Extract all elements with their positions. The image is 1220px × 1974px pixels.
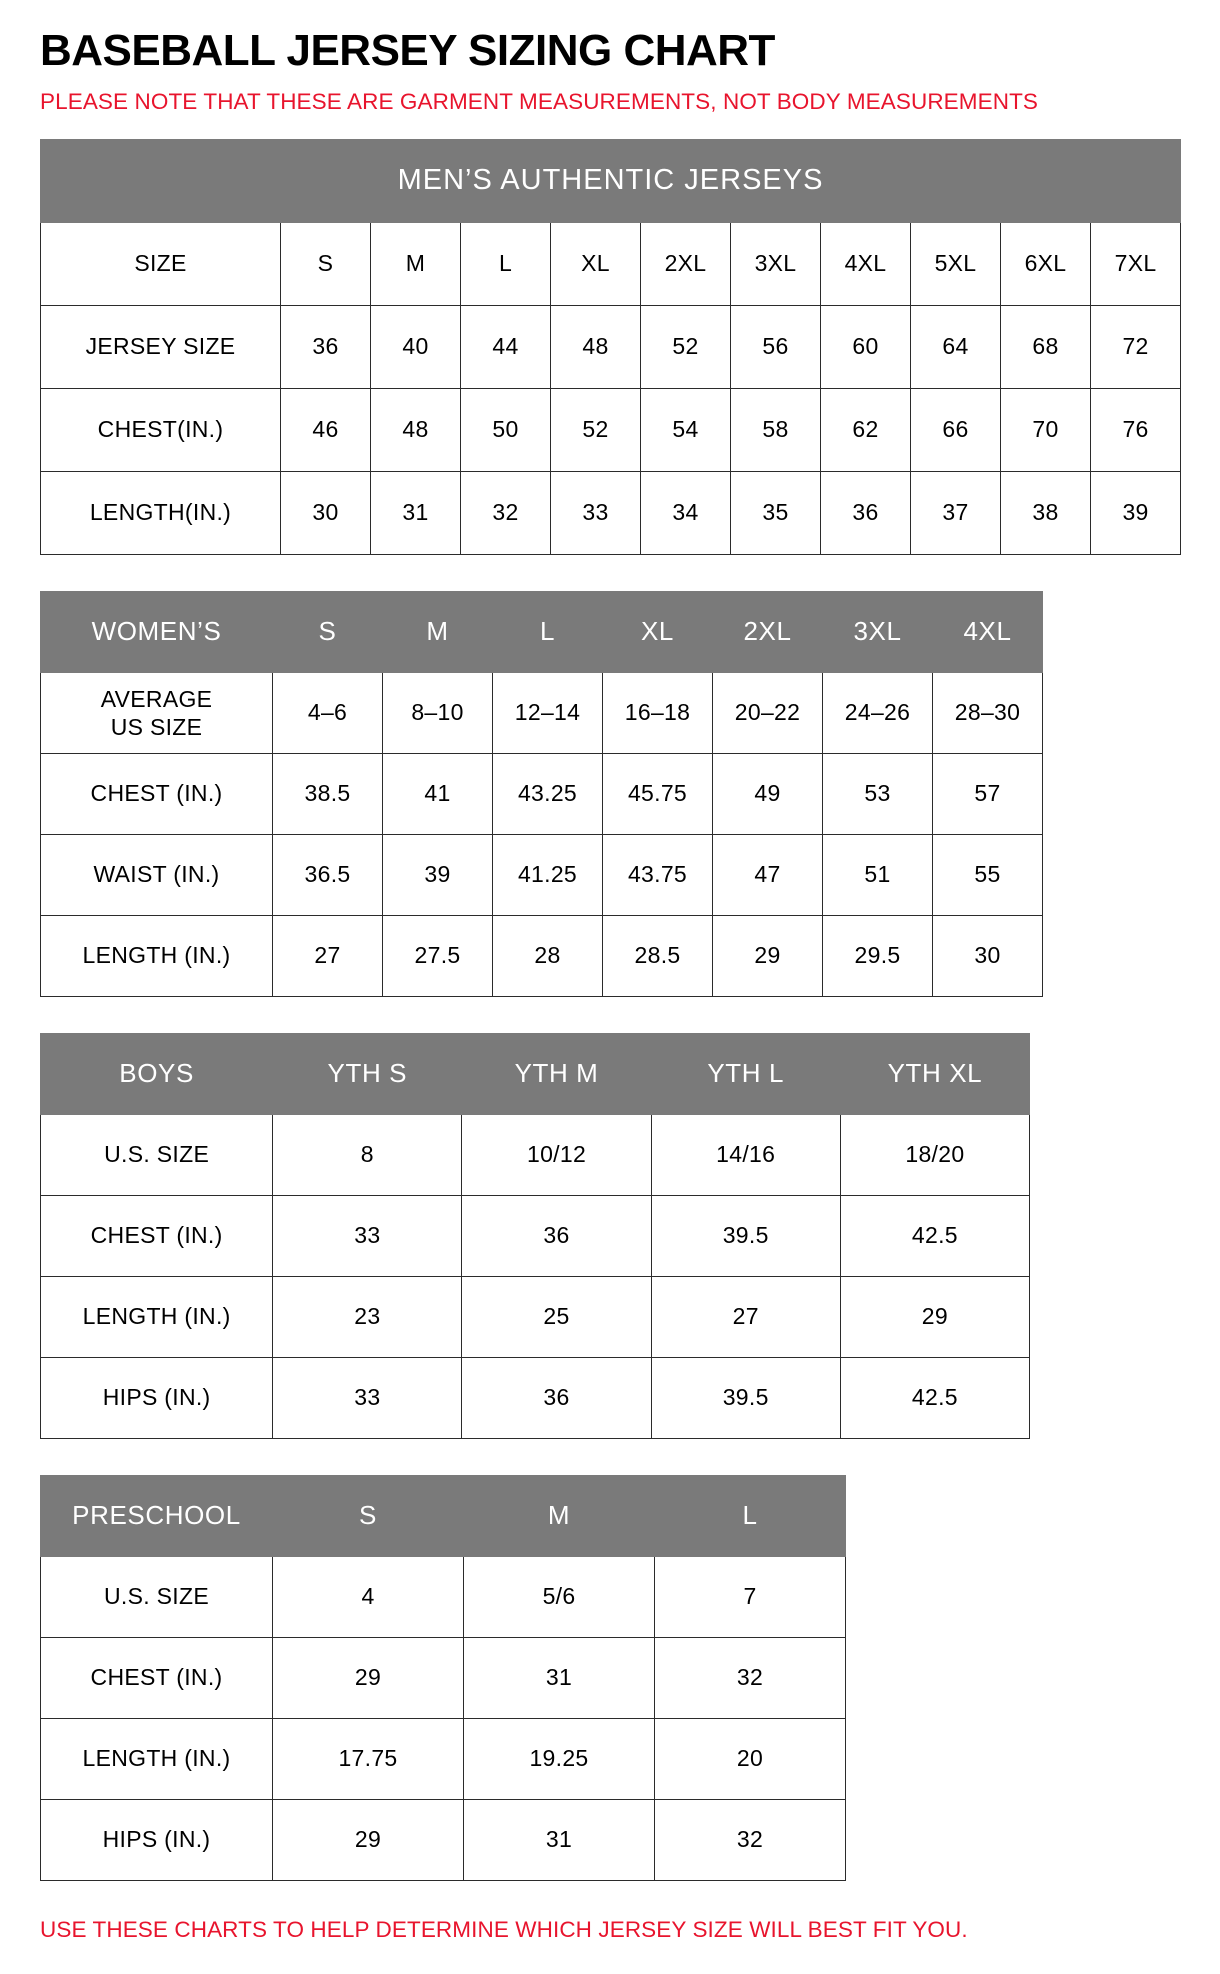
table-cell: 8–10 (383, 672, 493, 753)
row-label: LENGTH (IN.) (41, 915, 273, 996)
row-label: HIPS (IN.) (41, 1799, 273, 1880)
table-cell: 36.5 (273, 834, 383, 915)
table-cell: 60 (821, 305, 911, 388)
table-cell: 50 (461, 388, 551, 471)
table-cell: 76 (1091, 388, 1181, 471)
row-label: CHEST (IN.) (41, 1637, 273, 1718)
table-cell: 47 (713, 834, 823, 915)
table-cell: 33 (273, 1357, 462, 1438)
row-label (41, 672, 273, 753)
table-cell: 40 (371, 305, 461, 388)
table-cell: 68 (1001, 305, 1091, 388)
table-cell: 23 (273, 1276, 462, 1357)
table-cell: 56 (731, 305, 821, 388)
table-cell: 32 (655, 1637, 846, 1718)
table-row (41, 471, 1181, 554)
table-cell: 58 (731, 388, 821, 471)
table-row (41, 672, 1043, 753)
table-cell: 29 (273, 1799, 464, 1880)
table-cell: 49 (713, 753, 823, 834)
table-cell: 66 (911, 388, 1001, 471)
table-cell: 41.25 (493, 834, 603, 915)
table-cell: 25 (462, 1276, 651, 1357)
table-cell: 14/16 (651, 1114, 840, 1195)
table-cell: 19.25 (464, 1718, 655, 1799)
table-cell: 28.5 (603, 915, 713, 996)
table-cell: 72 (1091, 305, 1181, 388)
table-cell: 28 (493, 915, 603, 996)
column-header: S (273, 591, 383, 672)
table-cell: 27 (273, 915, 383, 996)
table-cell: 33 (551, 471, 641, 554)
table-cell: 7XL (1091, 222, 1181, 305)
table-cell: 24–26 (823, 672, 933, 753)
table-cell: 37 (911, 471, 1001, 554)
table-cell: 29.5 (823, 915, 933, 996)
table-cell: 28–30 (933, 672, 1043, 753)
table-cell: 31 (464, 1637, 655, 1718)
table-row (41, 753, 1043, 834)
row-label: U.S. SIZE (41, 1114, 273, 1195)
table-cell: 41 (383, 753, 493, 834)
table-cell: 52 (551, 388, 641, 471)
table-cell: 38 (1001, 471, 1091, 554)
table-cell: 2XL (641, 222, 731, 305)
table-cell: 18/20 (840, 1114, 1029, 1195)
table-cell: 70 (1001, 388, 1091, 471)
table-cell: 17.75 (273, 1718, 464, 1799)
column-header: YTH S (273, 1033, 462, 1114)
table-cell: 36 (821, 471, 911, 554)
table-cell: 29 (713, 915, 823, 996)
row-label: LENGTH (IN.) (41, 1718, 273, 1799)
row-label: WAIST (IN.) (41, 834, 273, 915)
column-header: YTH L (651, 1033, 840, 1114)
column-header: 3XL (823, 591, 933, 672)
table-cell: 27.5 (383, 915, 493, 996)
table-cell: 46 (281, 388, 371, 471)
table-banner-row (41, 139, 1181, 222)
mens-sizing-table (40, 139, 1181, 555)
table-cell: 45.75 (603, 753, 713, 834)
table-cell: 54 (641, 388, 731, 471)
table-row (41, 915, 1043, 996)
table-cell: 36 (462, 1195, 651, 1276)
table-cell: 29 (840, 1276, 1029, 1357)
table-cell: 39 (1091, 471, 1181, 554)
table-cell: 52 (641, 305, 731, 388)
womens-header-label: WOMEN’S (41, 591, 273, 672)
table-cell: 34 (641, 471, 731, 554)
table-cell: 4 (273, 1556, 464, 1637)
mens-banner: MEN’S AUTHENTIC JERSEYS (41, 139, 1181, 222)
table-cell: 8 (273, 1114, 462, 1195)
table-cell: 3XL (731, 222, 821, 305)
table-cell: 5XL (911, 222, 1001, 305)
table-row (41, 1799, 846, 1880)
table-cell: S (281, 222, 371, 305)
table-row (41, 1357, 1030, 1438)
table-cell: 48 (551, 305, 641, 388)
boys-header-label: BOYS (41, 1033, 273, 1114)
row-label-line1: AVERAGE (100, 685, 213, 712)
row-label-line2: US SIZE (110, 713, 203, 740)
table-cell: 36 (462, 1357, 651, 1438)
row-label: LENGTH (IN.) (41, 1276, 273, 1357)
table-row (41, 1114, 1030, 1195)
table-cell: 48 (371, 388, 461, 471)
table-cell: 6XL (1001, 222, 1091, 305)
row-label: CHEST(IN.) (41, 388, 281, 471)
table-cell: M (371, 222, 461, 305)
footer-note: USE THESE CHARTS TO HELP DETERMINE WHICH JERSEY SIZE WILL BEST FIT YOU. (40, 1916, 968, 1942)
table-cell: 31 (464, 1799, 655, 1880)
table-row (41, 388, 1181, 471)
table-cell: 38.5 (273, 753, 383, 834)
table-row (41, 1195, 1030, 1276)
column-header: YTH M (462, 1033, 651, 1114)
table-header-row (41, 591, 1043, 672)
table-cell: 42.5 (840, 1357, 1029, 1438)
table-cell: 10/12 (462, 1114, 651, 1195)
column-header: L (493, 591, 603, 672)
column-header: L (655, 1475, 846, 1556)
garment-measurement-note: PLEASE NOTE THAT THESE ARE GARMENT MEASUREMENTS, NOT BODY MEASUREMENTS (40, 89, 1039, 115)
table-row (41, 1718, 846, 1799)
table-row (41, 1556, 846, 1637)
page-title: BASEBALL JERSEY SIZING CHART (40, 26, 775, 75)
table-cell: 64 (911, 305, 1001, 388)
table-cell: 53 (823, 753, 933, 834)
row-label: CHEST (IN.) (41, 753, 273, 834)
column-header: 4XL (933, 591, 1043, 672)
table-cell: 30 (933, 915, 1043, 996)
column-header: 2XL (713, 591, 823, 672)
table-row (41, 1637, 846, 1718)
table-cell: 27 (651, 1276, 840, 1357)
table-cell: 42.5 (840, 1195, 1029, 1276)
table-cell: 55 (933, 834, 1043, 915)
table-cell: 4XL (821, 222, 911, 305)
table-cell: 31 (371, 471, 461, 554)
table-header-row (41, 1475, 846, 1556)
row-label: HIPS (IN.) (41, 1357, 273, 1438)
table-cell: 51 (823, 834, 933, 915)
column-header: XL (603, 591, 713, 672)
table-cell: 39 (383, 834, 493, 915)
table-cell: 36 (281, 305, 371, 388)
table-cell: 44 (461, 305, 551, 388)
table-cell: 33 (273, 1195, 462, 1276)
table-cell: 12–14 (493, 672, 603, 753)
table-cell: 62 (821, 388, 911, 471)
table-cell: 20–22 (713, 672, 823, 753)
table-cell: 39.5 (651, 1357, 840, 1438)
table-cell: 32 (461, 471, 551, 554)
table-cell: 4–6 (273, 672, 383, 753)
preschool-sizing-table (40, 1475, 846, 1881)
table-cell: 43.25 (493, 753, 603, 834)
column-header: S (273, 1475, 464, 1556)
table-cell: 7 (655, 1556, 846, 1637)
column-header: M (383, 591, 493, 672)
column-header: YTH XL (840, 1033, 1029, 1114)
table-cell: XL (551, 222, 641, 305)
table-header-row (41, 1033, 1030, 1114)
row-label: LENGTH(IN.) (41, 471, 281, 554)
table-cell: 35 (731, 471, 821, 554)
table-cell: 16–18 (603, 672, 713, 753)
table-cell: 5/6 (464, 1556, 655, 1637)
row-label: U.S. SIZE (41, 1556, 273, 1637)
table-cell: 20 (655, 1718, 846, 1799)
row-label: JERSEY SIZE (41, 305, 281, 388)
boys-sizing-table (40, 1033, 1030, 1439)
table-row (41, 222, 1181, 305)
preschool-header-label: PRESCHOOL (41, 1475, 273, 1556)
womens-sizing-table (40, 591, 1043, 997)
table-cell: 39.5 (651, 1195, 840, 1276)
table-cell: 32 (655, 1799, 846, 1880)
table-row (41, 834, 1043, 915)
column-header: M (464, 1475, 655, 1556)
table-cell: 57 (933, 753, 1043, 834)
table-cell: 29 (273, 1637, 464, 1718)
row-label: CHEST (IN.) (41, 1195, 273, 1276)
table-cell: 30 (281, 471, 371, 554)
row-label: SIZE (41, 222, 281, 305)
table-row (41, 1276, 1030, 1357)
table-cell: 43.75 (603, 834, 713, 915)
table-row (41, 305, 1181, 388)
table-cell: L (461, 222, 551, 305)
